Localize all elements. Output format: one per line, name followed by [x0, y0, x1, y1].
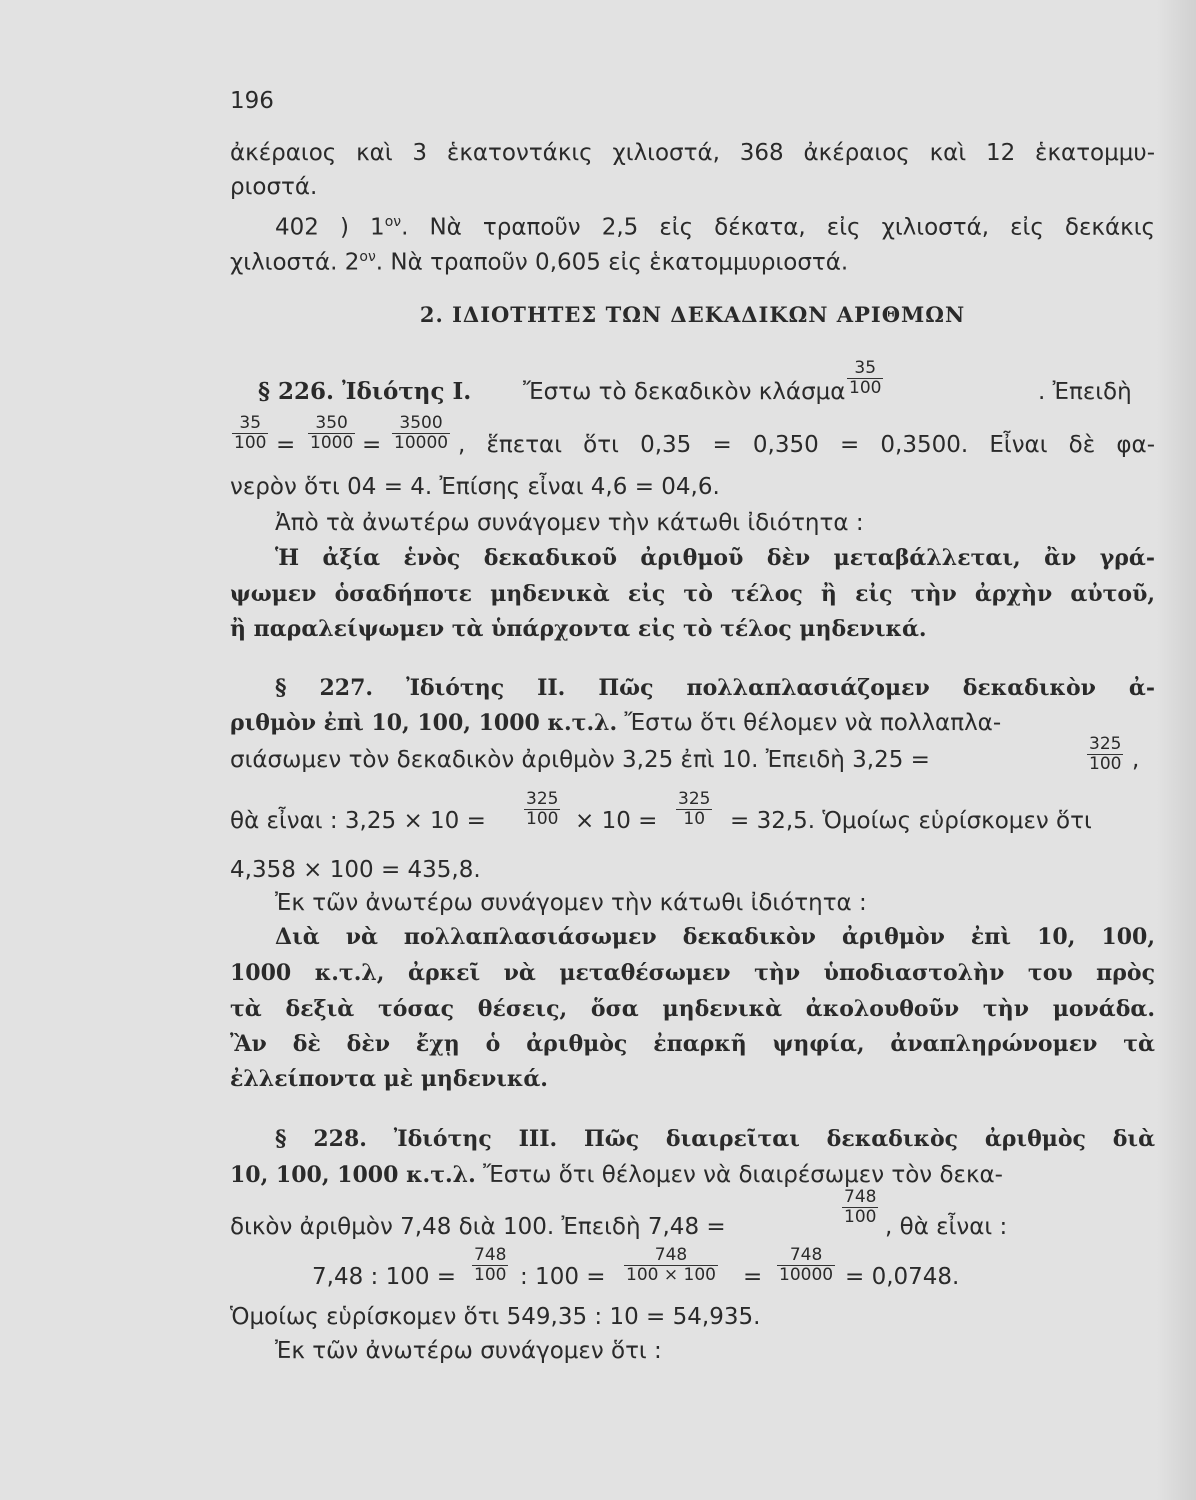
s226-rule-line: ψωμεν ὁσαδήποτε μηδενικὰ εἰς τὸ τέλος ἢ εἰς τὴν ἀρχὴν αὐτοῦ, — [230, 581, 1155, 607]
s228-line6: Ἐκ τῶν ἀνωτέρω συνάγομεν ὅτι : — [275, 1338, 662, 1364]
s228-line1: § 228. Ἰδιότης ΙΙΙ. Πῶς διαιρεῖται δεκαδικὸς ἀριθμὸς διὰ — [275, 1126, 1155, 1152]
s227-line3: σιάσωμεν τὸν δεκαδικὸν ἀριθμὸν 3,25 ἐπὶ 10. Ἐπειδὴ 3,25 = 325 100 , — [230, 734, 1140, 774]
s227-line2: ριθμὸν ἐπὶ 10, 100, 1000 κ.τ.λ. Ἔστω ὅτι θέλομεν νὰ πολλαπλα- — [230, 710, 1002, 736]
s226-rule-line: ἢ παραλείψωμεν τὰ ὑπάρχοντα εἰς τὸ τέλος μηδενικά. — [230, 616, 927, 642]
book-page: 196 ἀκέραιος καὶ 3 ἑκατοντάκις χιλιοστά, 368 ἀκέραιος καὶ 12 ἑκατομμυ- ριοστά. 402 ) $1^{o\nu}$. Νὰ τραποῦν 2,5 εἰς δέκατα, εἰς χιλιοστά, εἰς δεκάκις χιλιοστά. $2^{o\nu}$. Νὰ τραποῦν 0,605 εἰς ἑκατομμυριοστά. 2. ΙΔΙΟΤΗΤΕΣ ΤΩΝ ΔΕΚΑΔΙΚΩΝ ΑΡΙΘΜΩΝ § 226. Ἰδιότης Ι. Ἔστω τὸ δεκαδικὸν κλάσμα 35 100 . Ἐπειδὴ 35 100 = 350 1000 = 3500 10000 , ἕπεται ὅτι 0,35 = 0,350 = 0,3500. Εἶναι δὲ φα- νερὸν ὅτι 04 = 4. Ἐπίσης εἶναι 4,6 = 04,6. Ἀπὸ τὰ ἀνωτέρω συνάγομεν τὴν κάτωθι ἰδιότητα : Ἡ ἀξία ἑνὸς δεκαδικοῦ ἀριθμοῦ δὲν μεταβάλλεται, ἂν γρά- ψωμεν ὁσαδήποτε μηδενικὰ εἰς τὸ τέλος ἢ εἰς τὴν ἀρχὴν αὐτοῦ, ἢ παραλείψωμεν τὰ ὑπάρχοντα εἰς τὸ τέλος μηδενικά. § 227. Ἰδιότης ΙΙ. Πῶς πολλαπλασιάζομεν δεκαδικὸν ἀ- ριθμὸν ἐπὶ 10, 100, 1000 κ.τ.λ. Ἔστω ὅτι θέλομεν νὰ πολλαπλα- σιάσωμεν τὸν δεκαδικὸν ἀριθμὸν 3,25 ἐπὶ 10. Ἐπειδὴ 3,25 = 325 100 , θὰ εἶναι : 3,25 × 10 = 325 100 × 10 = 325 10 = 32,5. Ὁμοίως εὑρίσκομεν ὅτι 4,358 × 100 = 435,8. Ἐκ τῶν ἀνωτέρω συνάγομεν τὴν κάτωθι ἰδιότητα : Διὰ νὰ πολλαπλασιάσωμεν δεκαδικὸν ἀριθμὸν ἐπὶ 10, 100, 1000 κ.τ.λ, ἀρκεῖ νὰ μεταθέσωμεν τὴν ὑποδιαστολὴν του πρὸς τὰ δεξιὰ τόσας θέσεις, ὅσα μηδενικὰ ἀκολουθοῦν τὴν μονάδα. Ἂν δὲ δὲν ἔχῃ ὁ ἀριθμὸς ἐπαρκῆ ψηφία, ἀναπληρώνομεν τὰ ἐλλείποντα μὲ μηδενικά. § 228. Ἰδιότης ΙΙΙ. Πῶς διαιρεῖται δεκαδικὸς ἀριθμὸς διὰ 10, 100, 1000 κ.τ.λ. Ἔστω ὅτι θέλομεν νὰ διαιρέσωμεν τὸν δεκα- δικὸν ἀριθμὸν 7,48 διὰ 100. Ἐπειδὴ 7,48 = 748 100 , θὰ εἶναι : 7,48 : 100 = 748 100 : 100 = 748 100 × 100 = 748 10000 = 0,0748. Ὁμοίως εὑρίσκομεν ὅτι 549,35 : 10 = 54,935. Ἐκ τῶν ἀνωτέρω συνάγομεν ὅτι : — [0, 0, 1196, 1500]
section-heading: 2. ΙΔΙΟΤΗΤΕΣ ΤΩΝ ΔΕΚΑΔΙΚΩΝ ΑΡΙΘΜΩΝ — [419, 302, 966, 327]
s227-line1: § 227. Ἰδιότης ΙΙ. Πῶς πολλαπλασιάζομεν δεκαδικὸν ἀ- — [275, 675, 1155, 701]
s228-line5: Ὁμοίως εὑρίσκομεν ὅτι 549,35 : 10 = 54,935. — [230, 1304, 761, 1330]
s227-rule-line: τὰ δεξιὰ τόσας θέσεις, ὅσα μηδενικὰ ἀκολουθοῦν τὴν μονάδα. — [230, 996, 1155, 1022]
exercise-402: 402 ) $1^{o\nu}$. Νὰ τραποῦν 2,5 εἰς δέκατα, εἰς χιλιοστά, εἰς δεκάκις — [275, 214, 1155, 241]
s226-line3: νερὸν ὅτι 04 = 4. Ἐπίσης εἶναι 4,6 = 04,6. — [230, 474, 720, 500]
exercise-402-cont: χιλιοστά. $2^{o\nu}$. Νὰ τραποῦν 0,605 εἰς ἑκατομμυριοστά. — [230, 249, 849, 276]
page-edge-shadow — [1156, 0, 1196, 1500]
s228-line2: 10, 100, 1000 κ.τ.λ. Ἔστω ὅτι θέλομεν νὰ διαιρέσωμεν τὸν δεκα- — [230, 1162, 1003, 1188]
s227-line6: Ἐκ τῶν ἀνωτέρω συνάγομεν τὴν κάτωθι ἰδιότητα : — [275, 890, 867, 916]
s226-line4: Ἀπὸ τὰ ἀνωτέρω συνάγομεν τὴν κάτωθι ἰδιότητα : — [275, 510, 864, 536]
s227-rule-line: ἐλλείποντα μὲ μηδενικά. — [230, 1066, 548, 1092]
s227-rule-line: Διὰ νὰ πολλαπλασιάσωμεν δεκαδικὸν ἀριθμὸν ἐπὶ 10, 100, — [275, 924, 1155, 950]
text-line: ριοστά. — [230, 174, 318, 200]
s227-line5: 4,358 × 100 = 435,8. — [230, 857, 481, 883]
s226-rule-line: Ἡ ἀξία ἑνὸς δεκαδικοῦ ἀριθμοῦ δὲν μεταβάλλεται, ἂν γρά- — [275, 545, 1155, 571]
s227-rule-line: 1000 κ.τ.λ, ἀρκεῖ νὰ μεταθέσωμεν τὴν ὑποδιαστολὴν του πρὸς — [230, 960, 1155, 986]
s227-rule-line: Ἂν δὲ δὲν ἔχῃ ὁ ἀριθμὸς ἐπαρκῆ ψηφία, ἀναπληρώνομεν τὰ — [230, 1031, 1155, 1057]
s228-line3: δικὸν ἀριθμὸν 7,48 διὰ 100. Ἐπειδὴ 7,48 = 748 100 , θὰ εἶναι : — [230, 1187, 1008, 1240]
text-line: ἀκέραιος καὶ 3 ἑκατοντάκις χιλιοστά, 368 ἀκέραιος καὶ 12 ἑκατομμυ- — [230, 140, 1155, 166]
page-number: 196 — [230, 88, 274, 114]
fraction-35-100: 35 100 — [849, 358, 882, 398]
